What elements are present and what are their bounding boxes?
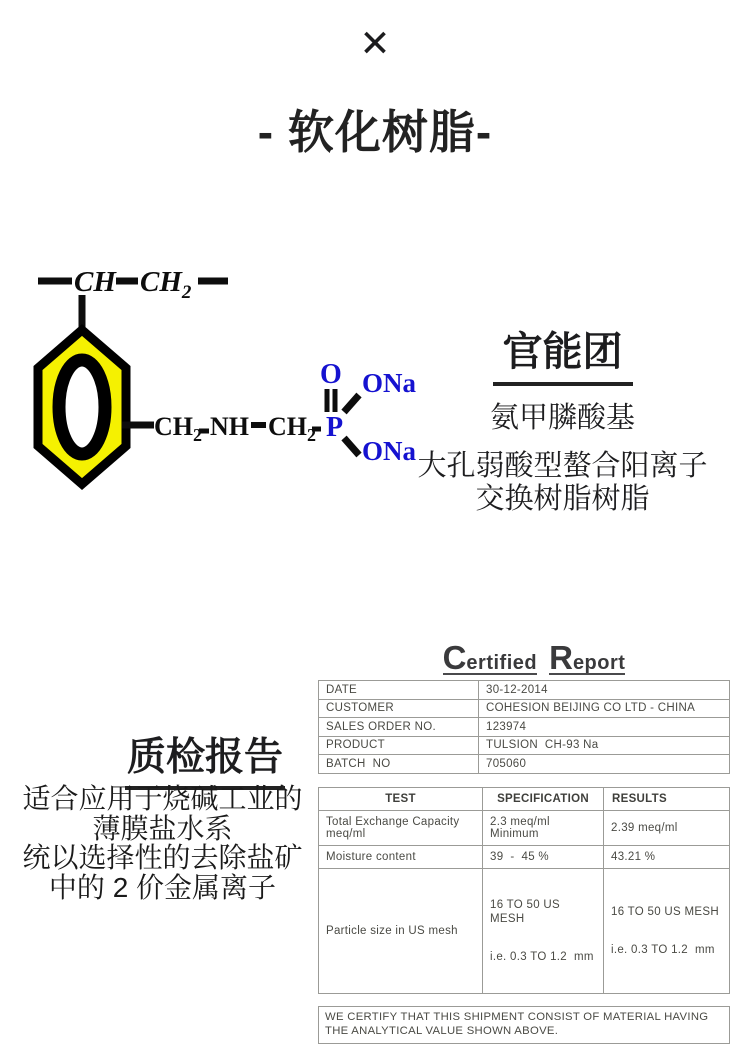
table-row	[319, 718, 730, 737]
phosphorus-label: P	[326, 412, 344, 443]
spec-cell: 39 - 45 %	[483, 845, 604, 868]
qc-description-line: 薄膜盐水系	[92, 812, 233, 844]
test-name-cell: Total Exchange Capacity meq/ml	[319, 810, 483, 845]
qc-description	[5, 784, 320, 902]
report-title-word	[442, 639, 538, 676]
spec-cell	[483, 868, 604, 993]
functional-group-heading: 官能团	[493, 320, 633, 386]
results-column-header: RESULTS	[604, 787, 730, 810]
table-row	[319, 681, 730, 700]
table-row	[319, 736, 730, 755]
info-label: DATE	[319, 681, 479, 700]
info-value: 705060	[479, 755, 730, 774]
report-title-rest: ertified	[466, 652, 538, 674]
info-label: CUSTOMER	[319, 699, 479, 718]
bond-line	[344, 438, 359, 455]
report-title-rest: eport	[572, 652, 626, 674]
info-label: SALES ORDER NO.	[319, 718, 479, 737]
specification-column-header: SPECIFICATION	[483, 787, 604, 810]
resin-type-line: 大孔弱酸型螯合阳离子	[417, 450, 708, 482]
qc-report-heading: 质检报告	[125, 726, 285, 790]
close-icon[interactable]: ✕	[359, 23, 391, 64]
functional-group-name: 氨甲膦酸基	[489, 402, 635, 434]
table-row	[319, 699, 730, 718]
info-value: COHESION BEIJING CO LTD - CHINA	[479, 699, 730, 718]
resin-type-line: 交换树脂树脂	[475, 483, 650, 515]
chain-nh-label: NH	[210, 412, 249, 441]
test-column-header: TEST	[319, 787, 483, 810]
ona-top-label: ONa	[362, 368, 416, 398]
info-value: 123974	[479, 718, 730, 737]
certified-report	[318, 638, 734, 1044]
info-label: BATCH NO	[319, 755, 479, 774]
table-header-row	[319, 787, 730, 810]
report-title	[318, 638, 740, 680]
cell-line: i.e. 0.3 TO 1.2 mm	[611, 943, 715, 956]
qc-description-line: 统以选择性的去除盐矿	[22, 842, 303, 873]
info-value: 30-12-2014	[479, 681, 730, 700]
functional-group-block	[375, 320, 750, 516]
info-value: TULSION CH-93 Na	[479, 736, 730, 755]
molecule-structure-diagram	[20, 248, 430, 500]
backbone-ch2-label: $CH_2$	[140, 266, 192, 303]
backbone-ch-label: CH	[74, 266, 116, 298]
table-row	[319, 755, 730, 774]
table-row	[319, 845, 730, 868]
oxygen-label: O	[320, 359, 342, 390]
report-title-word	[549, 639, 626, 676]
bond-line	[344, 395, 359, 412]
test-name-cell: Particle size in US mesh	[319, 868, 483, 993]
test-results-table	[318, 787, 730, 994]
info-label: PRODUCT	[319, 736, 479, 755]
cell-line: 16 TO 50 US MESH	[611, 905, 719, 918]
qc-description-line: 适合应用于烧碱工业的	[22, 783, 303, 814]
cell-line: i.e. 0.3 TO 1.2 mm	[490, 950, 594, 963]
ona-bottom-label: ONa	[362, 436, 416, 466]
result-cell: 2.39 meq/ml	[604, 810, 730, 845]
certification-statement: WE CERTIFY THAT THIS SHIPMENT CONSIST OF MATERIAL HAVING THE ANALYTICAL VALUE SHOWN ABOVE.	[318, 1006, 730, 1044]
benzene-ring-circle	[59, 360, 105, 454]
test-name-cell: Moisture content	[319, 845, 483, 868]
cell-line: 16 TO 50 US MESH	[490, 898, 564, 925]
table-row	[319, 810, 730, 845]
result-cell	[604, 868, 730, 993]
qc-description-line: 中的 2 价金属离子	[48, 871, 277, 903]
chain-ch2-label: $CH_2$	[268, 412, 316, 445]
chain-ch2-label: $CH_2$	[154, 412, 202, 445]
page-title: - 软化树脂-	[257, 106, 493, 158]
table-row	[319, 868, 730, 993]
shipment-info-table	[318, 680, 730, 774]
result-cell: 43.21 %	[604, 845, 730, 868]
report-title-cap: C	[442, 639, 467, 676]
spec-cell: 2.3 meq/ml Minimum	[483, 810, 604, 845]
report-title-cap: R	[549, 639, 573, 676]
